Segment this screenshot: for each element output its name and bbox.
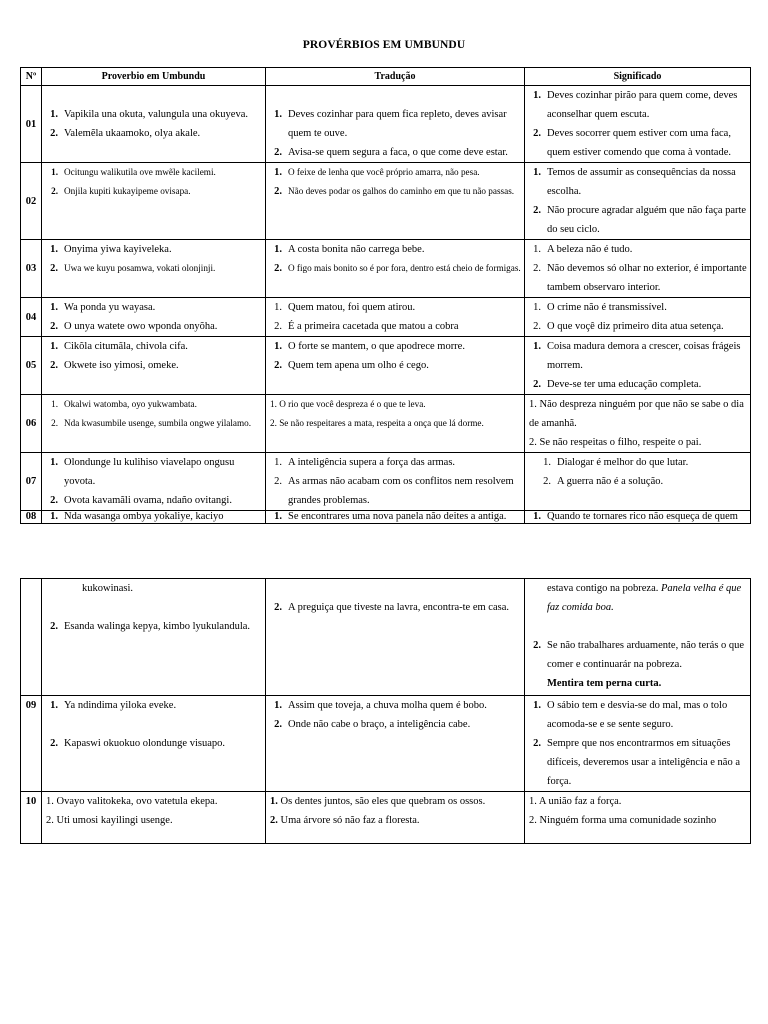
table-row bbox=[21, 579, 751, 696]
header-traducao: Tradução bbox=[266, 68, 525, 86]
header-proverbio: Proverbio em Umbundu bbox=[42, 68, 266, 86]
list-item: 2. É a primeira cacetada que matou a cobra bbox=[274, 321, 459, 332]
meaning-cell bbox=[525, 579, 751, 696]
proverb-cell bbox=[42, 453, 266, 511]
header-num: Nº bbox=[21, 68, 42, 86]
meaning-cell bbox=[525, 240, 751, 298]
list-item: 2. Esanda walinga kepya, kimbo lyukulandula. bbox=[50, 621, 251, 632]
list-item: 1. Assim que toveja, a chuva molha quem é bobo. bbox=[274, 700, 487, 711]
list-item: 1. Onyima yiwa kayiveleka. bbox=[50, 244, 172, 255]
list-item: 2. Ninguém forma uma comunidade sozinho bbox=[529, 815, 717, 826]
list-item: 2. As armas não acabam com os conflitos nem resolvem grandes problemas. bbox=[274, 476, 514, 506]
list-item: 2. Não procure agradar alguém que não faça parte do seu ciclo. bbox=[533, 205, 747, 235]
list-item: 2. Quem tem apena um olho é cego. bbox=[274, 360, 429, 371]
row-number: 10 bbox=[21, 792, 42, 844]
emphasis-proverb: Panela velha é que faz comida boa. bbox=[547, 583, 742, 613]
row-number: 03 bbox=[21, 240, 42, 298]
list-item: 1. Quando te tornares rico não esqueça de quem bbox=[533, 511, 738, 522]
proverb-cell bbox=[42, 86, 266, 163]
proverb-cell bbox=[42, 511, 266, 524]
table-row bbox=[21, 696, 751, 792]
translation-cell bbox=[266, 163, 525, 240]
translation-cell bbox=[266, 86, 525, 163]
list-item: 2. Não devemos só olhar no exterior, é importante tambem observaro interior. bbox=[533, 263, 747, 293]
proverb-cell bbox=[42, 792, 266, 844]
table-row bbox=[21, 86, 751, 163]
proverb-cell bbox=[42, 395, 266, 453]
list-item-continued: estava contigo na pobreza. Panela velha é que faz comida boa. bbox=[547, 583, 742, 613]
list-item: 2. Valemẽla ukaamoko, olya akale. bbox=[50, 128, 201, 139]
translation-cell bbox=[266, 298, 525, 337]
list-item: 1. Nda wasanga ombya yokaliye, kaciyo bbox=[50, 511, 224, 522]
table-row bbox=[21, 792, 751, 844]
row-number-continued bbox=[21, 579, 42, 696]
list-item: 2. Se não trabalhares arduamente, não terás o que comer e continuarár na pobreza. bbox=[533, 640, 745, 670]
list-item: 2. Uma árvore só não faz a floresta. bbox=[270, 815, 420, 826]
proverb-cell bbox=[42, 579, 266, 696]
row-number: 06 bbox=[21, 395, 42, 453]
list-item: 1. Vapikila una okuta, valungula una okuyeva. bbox=[50, 109, 248, 120]
list-item: 2. Se não respeitares a mata, respeita a onça que lá dorme. bbox=[270, 418, 484, 428]
list-item: 2. Okwete iso yimosi, omeke. bbox=[50, 360, 179, 371]
row-number: 04 bbox=[21, 298, 42, 337]
list-item: 2. Avisa-se quem segura a faca, o que come deve estar. bbox=[274, 147, 508, 158]
translation-cell bbox=[266, 579, 525, 696]
table-row bbox=[21, 298, 751, 337]
table-row bbox=[21, 395, 751, 453]
meaning-cell bbox=[525, 337, 751, 395]
list-item: 2. Ovota kavamãli ovama, ndaño ovitangi. bbox=[50, 495, 232, 506]
list-item: 1. Dialogar é melhor do que lutar. bbox=[543, 457, 689, 468]
list-item: 1. A inteligência supera a força das armas. bbox=[274, 457, 456, 468]
meaning-cell bbox=[525, 86, 751, 163]
proverbs-table-part-1 bbox=[20, 67, 751, 524]
list-item: 1. Quem matou, foi quem atirou. bbox=[274, 302, 416, 313]
row-number: 02 bbox=[21, 163, 42, 240]
translation-cell bbox=[266, 453, 525, 511]
list-item: 2. Não deves podar os galhos do caminho em que tu não passas. bbox=[274, 186, 515, 197]
list-item: 1. A união faz a força. bbox=[529, 796, 622, 807]
list-item: 2. O unya watete owo wponda onyõha. bbox=[50, 321, 218, 332]
translation-cell bbox=[266, 240, 525, 298]
list-item: 2. Kapaswi okuokuo olondunge visuapo. bbox=[50, 738, 225, 749]
translation-cell bbox=[266, 337, 525, 395]
list-item: 1. Wa ponda yu wayasa. bbox=[50, 302, 156, 313]
meaning-cell bbox=[525, 298, 751, 337]
list-item: 1. Temos de assumir as consequências da nossa escolha. bbox=[533, 167, 736, 197]
translation-cell bbox=[266, 792, 525, 844]
list-item: 1. O rio que você despreza é o que te leva. bbox=[270, 399, 426, 409]
proverb-cell bbox=[42, 298, 266, 337]
header-significado: Significado bbox=[525, 68, 751, 86]
row-number: 07 bbox=[21, 453, 42, 511]
proverb-cell bbox=[42, 163, 266, 240]
list-item: 1. O feixe de lenha que você próprio amarra, não pesa. bbox=[274, 167, 480, 178]
translation-cell bbox=[266, 395, 525, 453]
list-item: 2. Uwa we kuyu posamwa, vokati olonjinji. bbox=[50, 263, 216, 274]
list-item: 2. O figo mais bonito so é por fora, dentro está cheio de formigas. bbox=[274, 263, 521, 274]
list-item: 2. Uti umosi kayilingi usenge. bbox=[46, 815, 173, 826]
list-item-continued: kukowinasi. bbox=[82, 583, 134, 594]
proverb-cell bbox=[42, 696, 266, 792]
list-item: 1. Okalwi watomba, oyo yukwambata. bbox=[51, 399, 197, 409]
table-row bbox=[21, 337, 751, 395]
list-item: 1. Deves cozinhar pirão para quem come, deves aconselhar quem escuta. bbox=[533, 90, 738, 120]
list-item: 1. Olondunge lu kulihiso viavelapo ongusu yovota. bbox=[50, 457, 235, 487]
list-item: 2. Deves socorrer quem estiver com uma faca, quem estiver comendo que coma à vontade. bbox=[533, 128, 731, 158]
page-title: PROVÉRBIOS EM UMBUNDU bbox=[302, 39, 466, 51]
meaning-cell bbox=[525, 696, 751, 792]
list-item: 1. A beleza não é tudo. bbox=[533, 244, 633, 255]
meaning-cell bbox=[525, 163, 751, 240]
table-row bbox=[21, 511, 751, 524]
list-item: 1. Coisa madura demora a crescer, coisas frágeis morrem. bbox=[533, 341, 741, 371]
proverb-cell bbox=[42, 337, 266, 395]
proverbs-table-part-2 bbox=[20, 578, 751, 844]
table-row bbox=[21, 163, 751, 240]
list-item: 2. A preguiça que tiveste na lavra, encontra-te em casa. bbox=[274, 602, 509, 613]
meaning-cell bbox=[525, 511, 751, 524]
row-number: 09 bbox=[21, 696, 42, 792]
table-header-row bbox=[21, 68, 751, 86]
list-item: 1. O forte se mantem, o que apodrece morre. bbox=[274, 341, 465, 352]
list-item: 1. Os dentes juntos, são eles que quebram os ossos. bbox=[270, 796, 486, 807]
list-item: 1. Se encontrares uma nova panela não deites a antiga. bbox=[274, 511, 507, 522]
table-row bbox=[21, 240, 751, 298]
list-item: 1. Deves cozinhar para quem fica repleto, deves avisar quem te ouve. bbox=[274, 109, 507, 139]
list-item bbox=[525, 674, 750, 693]
list-item: 2. Onjila kupiti kukayipeme ovisapa. bbox=[51, 186, 191, 196]
list-item: 2. Sempre que nos encontrarmos em situações difíceis, deveremos usar a inteligência e não a força. bbox=[533, 738, 740, 787]
list-item: 1. Ovayo valitokeka, ovo vatetula ekepa. bbox=[46, 796, 218, 807]
row-number: 01 bbox=[21, 86, 42, 163]
table-row bbox=[21, 453, 751, 511]
list-item: 1. Ya ndindima yiloka eveke. bbox=[50, 700, 177, 711]
translation-cell bbox=[266, 696, 525, 792]
row-number: 08 bbox=[21, 511, 42, 524]
bold-proverb: Mentira tem perna curta. bbox=[547, 678, 662, 689]
list-item: 1. O sábio tem e desvia-se do mal, mas o tolo acomoda-se e se sente seguro. bbox=[533, 700, 728, 730]
meaning-cell bbox=[525, 453, 751, 511]
list-item: 2. O que voçê diz primeiro dita atua setença. bbox=[533, 321, 724, 332]
list-item: 1. O crime não é transmissível. bbox=[533, 302, 667, 313]
list-item: 1. A costa bonita não carrega bebe. bbox=[274, 244, 425, 255]
list-item: 2. A guerra não é a solução. bbox=[543, 476, 664, 487]
list-item: 1. Cikõla citumãla, chivola cifa. bbox=[50, 341, 188, 352]
list-item: 2. Se não respeitas o filho, respeite o pai. bbox=[529, 437, 702, 448]
list-item: 1. Não despreza ninguém por que não se sabe o dia de amanhã. bbox=[529, 399, 744, 429]
translation-cell bbox=[266, 511, 525, 524]
list-item: 2. Onde não cabe o braço, a inteligência cabe. bbox=[274, 719, 471, 730]
list-item: 1. Ocitungu walikutila ove mwẽle kacilemi. bbox=[51, 167, 216, 177]
list-item: 2. Nda kwasumbile usenge, sumbila ongwe yilalamo. bbox=[51, 418, 252, 428]
list-item: 2. Deve-se ter uma educação completa. bbox=[533, 379, 702, 390]
proverb-cell bbox=[42, 240, 266, 298]
row-number: 05 bbox=[21, 337, 42, 395]
meaning-cell bbox=[525, 792, 751, 844]
meaning-cell bbox=[525, 395, 751, 453]
